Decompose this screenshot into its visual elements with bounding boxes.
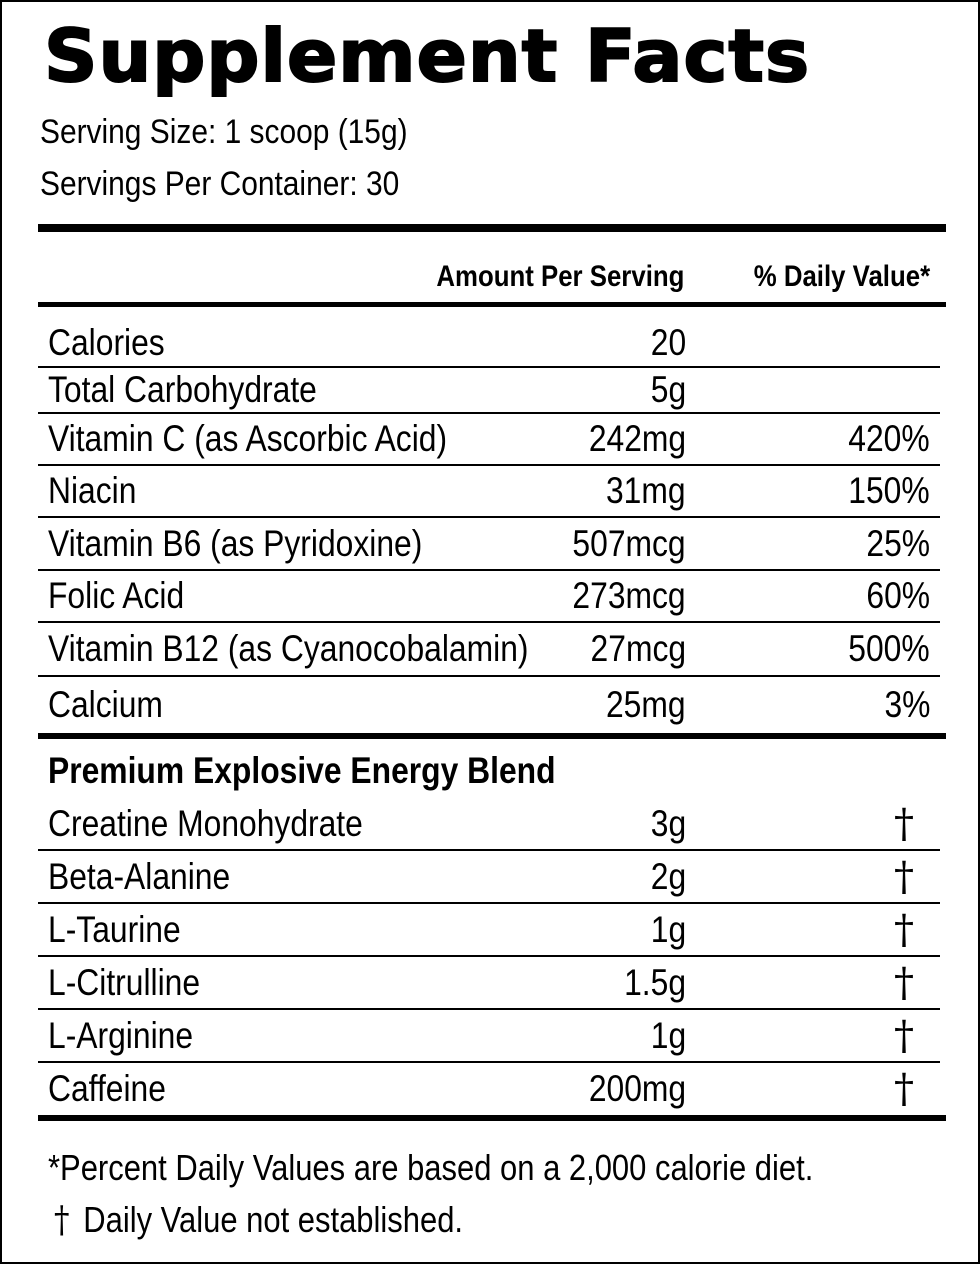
daily-value: 60% — [866, 574, 930, 616]
blend-row — [38, 1063, 940, 1115]
amount-value: 5g — [650, 368, 686, 410]
dagger-footnote — [54, 1199, 464, 1241]
panel-title: Supplement Facts — [44, 14, 811, 98]
amount-value: 273mcg — [572, 574, 686, 616]
amount-value: 27mcg — [590, 627, 686, 669]
nutrient-row — [38, 518, 940, 571]
daily-value: 420% — [848, 417, 930, 459]
nutrient-row — [38, 320, 940, 368]
daily-value: 3% — [884, 683, 930, 725]
amount-value: 3g — [650, 802, 686, 844]
nutrient-row — [38, 368, 940, 414]
ingredient-name: Caffeine — [48, 1067, 166, 1109]
dagger-symbol: † — [54, 1200, 70, 1241]
amount-value: 25mg — [606, 683, 686, 725]
dagger-footnote-text: Daily Value not established. — [83, 1199, 464, 1240]
ingredient-name: Calcium — [48, 683, 163, 725]
blend-table — [38, 799, 940, 1115]
serving-size: Serving Size: 1 scoop (15g) — [40, 113, 408, 151]
amount-value: 507mcg — [572, 522, 686, 564]
daily-value: † — [894, 1012, 914, 1059]
ingredient-name: Creatine Monohydrate — [48, 802, 363, 844]
ingredient-name: L-Arginine — [48, 1014, 194, 1056]
amount-value: 2g — [650, 855, 686, 897]
ingredient-name: L-Taurine — [48, 908, 181, 950]
nutrient-row — [38, 623, 940, 677]
daily-value: † — [894, 1066, 914, 1112]
nutrient-row — [38, 466, 940, 518]
daily-value: † — [894, 906, 914, 953]
ingredient-name: Vitamin C (as Ascorbic Acid) — [48, 417, 448, 459]
blend-row — [38, 1010, 940, 1063]
ingredient-name: Vitamin B6 (as Pyridoxine) — [48, 522, 423, 564]
amount-value: 1g — [650, 1014, 686, 1056]
thick-divider — [38, 224, 946, 232]
amount-value: 242mg — [588, 417, 686, 459]
ingredient-name: Niacin — [48, 469, 137, 511]
ingredient-name: Calories — [48, 321, 165, 363]
column-header-row — [38, 260, 940, 296]
footer-divider — [38, 1115, 946, 1121]
blend-row — [38, 799, 940, 851]
daily-value: † — [894, 959, 914, 1006]
daily-value: 150% — [848, 469, 930, 511]
amount-value: 20 — [650, 321, 686, 363]
daily-value-header: % Daily Value* — [753, 260, 930, 293]
ingredient-name: Vitamin B12 (as Cyanocobalamin) — [48, 627, 529, 669]
nutrient-row — [38, 414, 940, 466]
nutrient-row — [38, 571, 940, 623]
nutrient-row — [38, 677, 940, 732]
nutrient-table — [38, 320, 940, 732]
ingredient-name: Total Carbohydrate — [48, 368, 317, 410]
daily-value: 25% — [866, 522, 930, 564]
section-divider — [38, 733, 946, 739]
servings-per-container: Servings Per Container: 30 — [40, 165, 400, 203]
ingredient-name: Beta-Alanine — [48, 855, 231, 897]
daily-value: † — [894, 801, 914, 847]
blend-title: Premium Explosive Energy Blend — [48, 750, 556, 791]
amount-value: 1.5g — [624, 961, 686, 1003]
ingredient-name: L-Citrulline — [48, 961, 201, 1003]
amount-per-serving-header: Amount Per Serving — [435, 260, 684, 293]
blend-row — [38, 904, 940, 957]
amount-value: 1g — [650, 908, 686, 950]
ingredient-name: Folic Acid — [48, 574, 185, 616]
daily-value: † — [894, 853, 914, 900]
daily-values-footnote: *Percent Daily Values are based on a 2,000 calorie diet. — [48, 1147, 814, 1188]
amount-value: 200mg — [588, 1067, 686, 1109]
daily-value: 500% — [848, 627, 930, 669]
blend-row — [38, 957, 940, 1010]
blend-row — [38, 851, 940, 904]
header-divider — [38, 302, 946, 307]
amount-value: 31mg — [606, 469, 686, 511]
